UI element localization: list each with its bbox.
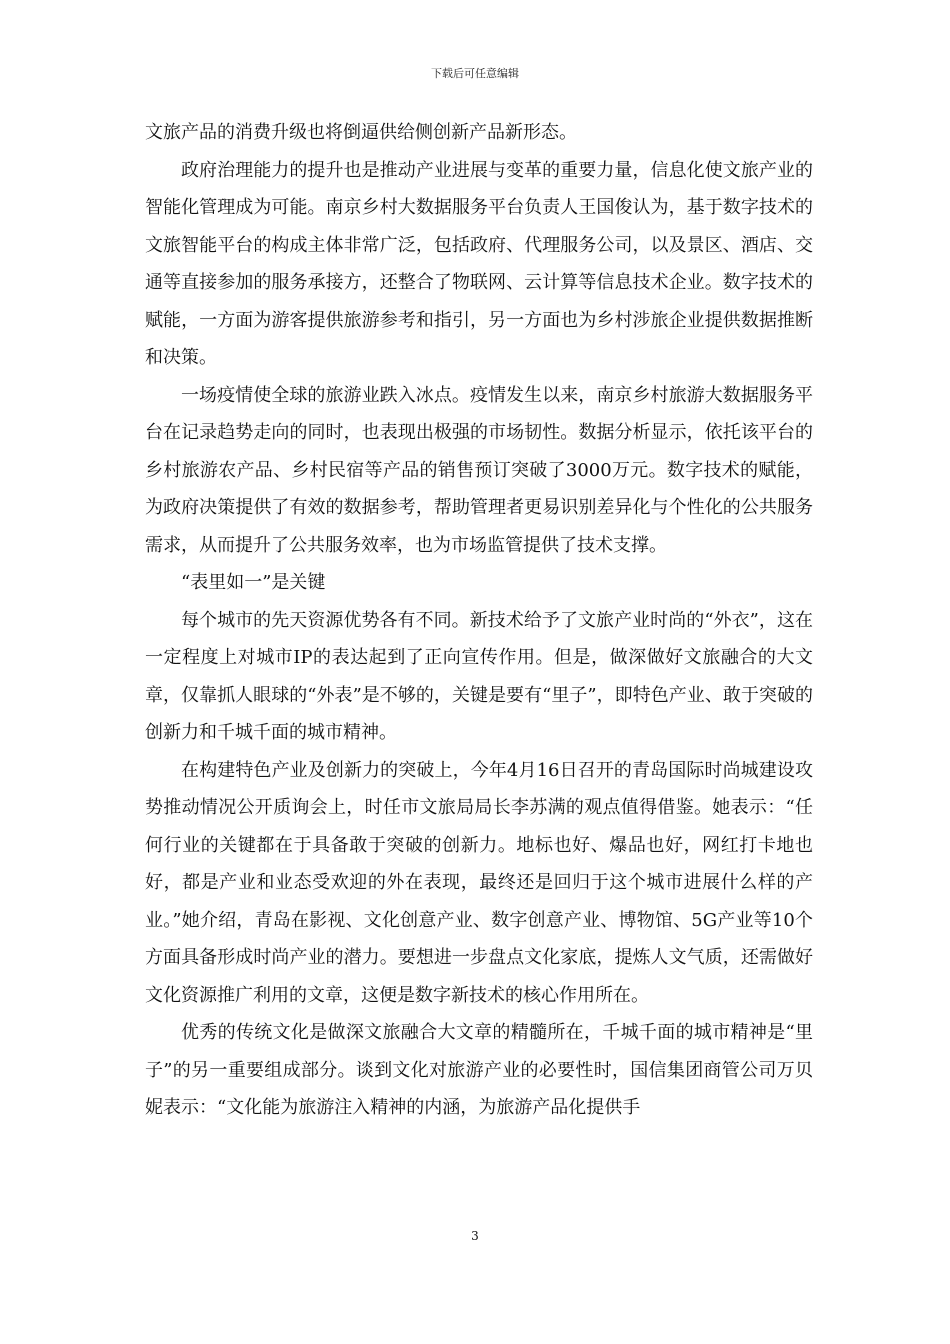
paragraph-6: 优秀的传统文化是做深文旅融合大文章的精髓所在，千城千面的城市精神是“里子”的另一重要组成部分。谈到文化对旅游产业的必要性时，国信集团商管公司万贝妮表示：“文化能为旅游注入精神的内涵，为旅游产品化提供手 <box>145 1022 813 1118</box>
paragraph-1: 文旅产品的消费升级也将倒逼供给侧创新产品新形态。 <box>145 122 577 143</box>
page-number: 3 <box>471 1229 479 1243</box>
paragraph-5: 在构建特色产业及创新力的突破上，今年4月16日召开的青岛国际时尚城建设攻势推动情况公开质询会上，时任市文旅局局长李苏满的观点值得借鉴。她表示：“任何行业的关键都在于具备敢于突破的创新力。地标也好、爆品也好，网红打卡地也好，都是产业和业态受欢迎的外在表现，最终还是回归于这个城市进展什么样的产业。”她介绍，青岛在影视、文化创意产业、数字创意产业、博物馆、5G产业等10个方面具备形成时尚产业的潜力。要想进一步盘点文化家底，提炼人文气质，还需做好文化资源推广利用的文章，这便是数字新技术的核心作用所在。 <box>145 759 813 1006</box>
paragraph-4: 每个城市的先天资源优势各有不同。新技术给予了文旅产业时尚的“外衣”，这在一定程度上对城市IP的表达起到了正向宣传作用。但是，做深做好文旅融合的大文章，仅靠抓人眼球的“外表”是不够的，关键是要有“里子”，即特色产业、敢于突破的创新力和千城千面的城市精神。 <box>145 609 813 743</box>
section-subheading: “表里如一”是关键 <box>181 572 326 593</box>
page-header: 下载后可任意编辑 <box>431 67 519 80</box>
paragraph-3: 一场疫情使全球的旅游业跌入冰点。疫情发生以来，南京乡村旅游大数据服务平台在记录趋势走向的同时，也表现出极强的市场韧性。数据分析显示，依托该平台的乡村旅游农产品、乡村民宿等产品的销售预订突破了3000万元。数字技术的赋能，为政府决策提供了有效的数据参考，帮助管理者更易识别差异化与个性化的公共服务需求，从而提升了公共服务效率，也为市场监管提供了技术支撑。 <box>145 384 813 556</box>
paragraph-2: 政府治理能力的提升也是推动产业进展与变革的重要力量，信息化使文旅产业的智能化管理成为可能。南京乡村大数据服务平台负责人王国俊认为，基于数字技术的文旅智能平台的构成主体非常广泛，包括政府、代理服务公司，以及景区、酒店、交通等直接参加的服务承接方，还整合了物联网、云计算等信息技术企业。数字技术的赋能，一方面为游客提供旅游参考和指引，另一方面也为乡村涉旅企业提供数据推断和决策。 <box>145 159 813 368</box>
document-body <box>145 114 813 1127</box>
